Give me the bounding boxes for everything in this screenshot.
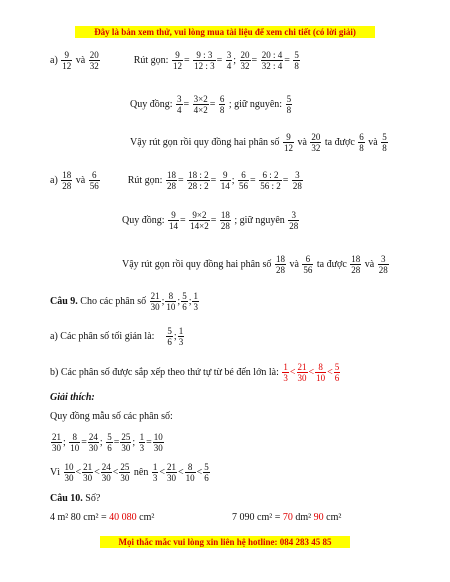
cau9-b-answer: $\frac{1}{3}$ < $\frac{21}{30}$ < $\frac{8}{10}$ < $\frac{5}{6}$ xyxy=(283,362,340,383)
a2-fractions-row: a) $\frac{18}{28}$ và $\frac{6}{56}$ Rút gọn: $\frac{18}{28}$ = $\frac{18 : 2}{28 : 2}$ = $\frac{9}{14}$ ; $\frac{6}{56}$ = $\frac{6 : 2}{56 : 2}$ = $\frac{3}{28}$ xyxy=(50,170,302,191)
a1-quy-dong-row: Quy đồng: $\frac{3}{4}$ = $\frac{3\times 2}{4\times 2}$ = $\frac{6}{8}$ ; giữ nguyên: $\frac{5}{8}$ xyxy=(130,94,292,115)
cau10-left: 4 m² 80 cm² = 40 080 cm² xyxy=(50,512,155,523)
vi-nen-row: Vì $\frac{10}{30}$ < $\frac{21}{30}$ < $\frac{24}{30}$ < $\frac{25}{30}$ nên $\frac{1}{3}$ < $\frac{21}{30}$ < $\frac{8}{10}$ < $\frac{5}{6}$ xyxy=(50,462,209,483)
cau9-part-b: b) Các phân số được sắp xếp theo thứ tự từ bé đến lớn là: $\frac{1}{3}$ < $\frac{21}{30}$ < $\frac{8}{10}$ < $\frac{5}{6}$ xyxy=(50,362,340,383)
quy-dong-text: Quy đồng mẫu số các phân số: xyxy=(50,411,173,422)
cau10-left-answer: 40 080 xyxy=(109,512,137,523)
a1-and: và xyxy=(75,54,86,66)
cau9-heading: Câu 9. Cho các phân số $\frac{21}{30}$ ; $\frac{8}{10}$ ; $\frac{5}{6}$ ; $\frac{1}{3}$ xyxy=(50,291,198,312)
quy-dong-equations: $\frac{21}{30}$ ; $\frac{8}{10}$ = $\frac{24}{30}$ ; $\frac{5}{6}$ = $\frac{25}{30}$ ; $\frac{1}{3}$ = $\frac{10}{30}$ xyxy=(52,432,163,453)
cau9-part-a: a) Các phân số tối giản là: $\frac{5}{6}$ ; $\frac{1}{3}$ xyxy=(50,326,184,347)
cau10-right-answer-2: 90 xyxy=(313,512,324,523)
a1-conclusion-row: Vậy rút gọn rồi quy đồng hai phân số $\frac{9}{12}$ và $\frac{20}{32}$ ta được $\frac{6}{8}$ và $\frac{5}{8}$ xyxy=(130,132,387,153)
giai-thich-heading: Giải thích: xyxy=(50,392,95,403)
a1-fractions-row: a) $\frac{9}{12}$ và $\frac{20}{32}$ Rút gọn: $\frac{9}{12}$ = $\frac{9 : 3}{12 : 3}$ = $\frac{3}{4}$ ; $\frac{20}{32}$ = $\frac{20 : 4}{32 : 4}$ = $\frac{5}{8}$ xyxy=(50,50,299,71)
a2-quy-dong-row: Quy đồng: $\frac{9}{14}$ = $\frac{9\times 2}{14\times 2}$ = $\frac{18}{28}$ ; giữ nguyên $\frac{3}{28}$ xyxy=(122,210,299,231)
a2-conclusion-row: Vậy rút gọn rồi quy đồng hai phân số $\frac{18}{28}$ và $\frac{6}{56}$ ta được $\frac{18}{28}$ và $\frac{3}{28}$ xyxy=(122,254,388,275)
a1-rut-gon-label: Rút gọn: xyxy=(133,54,169,66)
cau10-heading: Câu 10. Số? xyxy=(50,493,101,504)
cau10-right: 7 090 cm² = 70 dm² 90 cm² xyxy=(232,512,342,523)
a1-frac-1: $\frac{9}{12}$ xyxy=(62,50,72,71)
a1-label: a) xyxy=(50,54,58,66)
footer-banner: Mọi thắc mắc vui lòng xin liên hệ hotline: 084 283 45 85 xyxy=(100,536,350,548)
cau10-right-answer-1: 70 xyxy=(282,512,293,523)
a1-frac-2: $\frac{20}{32}$ xyxy=(89,50,99,71)
header-banner: Đây là bản xem thử, vui lòng mua tài liệu để xem chi tiết (có lời giải) xyxy=(75,26,375,38)
